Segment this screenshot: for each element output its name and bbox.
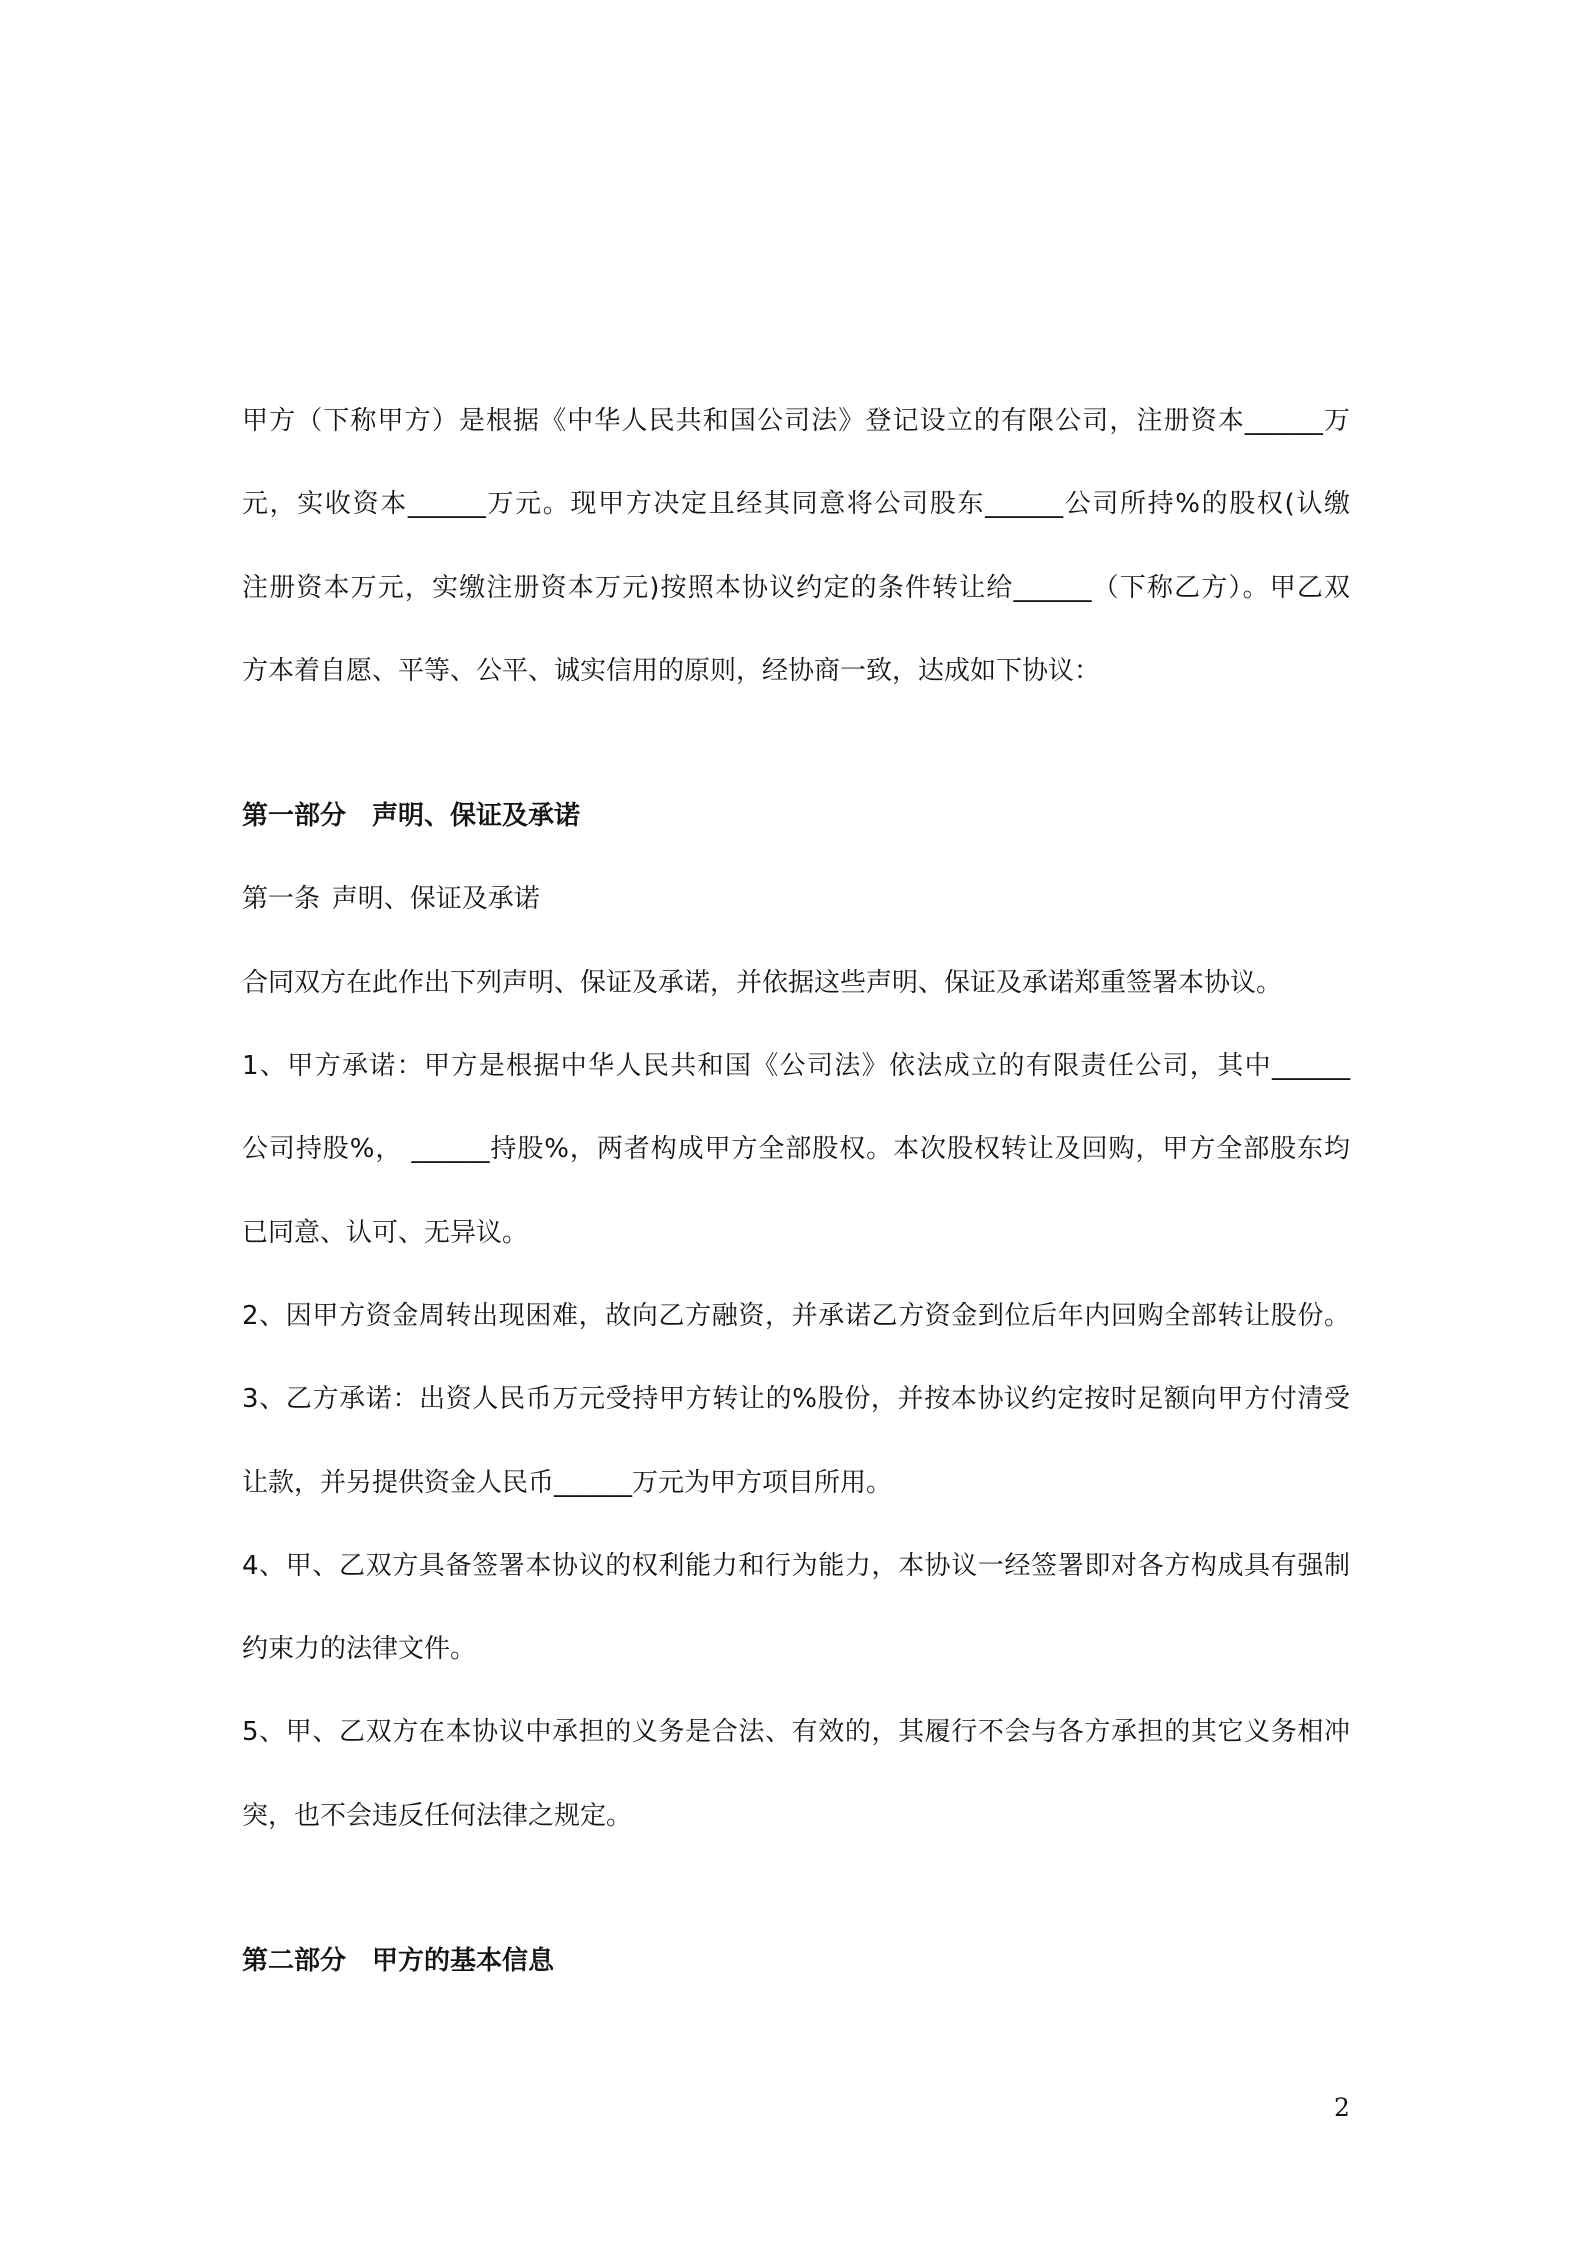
page-number: 2 — [1334, 2093, 1350, 2122]
clause-line: 4、甲、乙双方具备签署本协议的权利能力和行为能力，本协议一经签署即对各方构成具有强制 — [242, 1550, 1350, 1581]
intro-line: 甲方（下称甲方）是根据《中华人民共和国公司法》登记设立的有限公司，注册资本______万 — [242, 406, 1350, 436]
article-1-number: 第一条 — [242, 884, 321, 915]
article-1-heading — [242, 858, 1350, 941]
part-2-heading — [242, 1920, 1350, 2003]
clause-line: 约束力的法律文件。 — [242, 1634, 477, 1665]
clause-line: 公司持股%， ______持股%，两者构成甲方全部股权。本次股权转让及回购，甲方全部股东均 — [242, 1134, 1350, 1165]
document-body — [242, 380, 1350, 2003]
clause-line: 已同意、认可、无异议。 — [242, 1217, 529, 1248]
clause-line: 让款，并另提供资金人民币______万元为甲方项目所用。 — [242, 1467, 893, 1498]
clause-line: 1、甲方承诺：甲方是根据中华人民共和国《公司法》依法成立的有限责任公司，其中______ — [242, 1051, 1350, 1082]
clause-4 — [242, 1525, 1350, 1692]
part-2-number: 第二部分 — [242, 1946, 347, 1977]
article-1-title: 声明、保证及承诺 — [331, 884, 540, 915]
part-1-title: 声明、保证及承诺 — [372, 801, 581, 832]
intro-paragraph — [242, 380, 1350, 713]
preamble: 合同双方在此作出下列声明、保证及承诺，并依据这些声明、保证及承诺郑重签署本协议。 — [242, 967, 1283, 998]
clause-3 — [242, 1358, 1350, 1525]
intro-line: 方本着自愿、平等、公平、诚实信用的原则，经协商一致，达成如下协议： — [242, 655, 1101, 686]
intro-line: 元，实收资本______万元。现甲方决定且经其同意将公司股东______公司所持%的股权(认缴 — [242, 489, 1350, 520]
part-1-heading — [242, 775, 1350, 858]
clause-line: 5、甲、乙双方在本协议中承担的义务是合法、有效的，其履行不会与各方承担的其它义务相冲 — [242, 1717, 1350, 1748]
clause-1 — [242, 1025, 1350, 1275]
clause-line: 突，也不会违反任何法律之规定。 — [242, 1800, 633, 1831]
clause-line: 2、因甲方资金周转出现困难，故向乙方融资，并承诺乙方资金到位后年内回购全部转让股份。 — [242, 1300, 1350, 1331]
clause-5 — [242, 1691, 1350, 1858]
intro-line: 注册资本万元，实缴注册资本万元)按照本协议约定的条件转让给______（下称乙方）。甲乙双 — [242, 572, 1350, 603]
part-1-number: 第一部分 — [242, 801, 347, 832]
clause-line: 3、乙方承诺：出资人民币万元受持甲方转让的%股份，并按本协议约定按时足额向甲方付清受 — [242, 1384, 1350, 1415]
clause-2 — [242, 1275, 1350, 1358]
part-2-title: 甲方的基本信息 — [372, 1946, 555, 1977]
